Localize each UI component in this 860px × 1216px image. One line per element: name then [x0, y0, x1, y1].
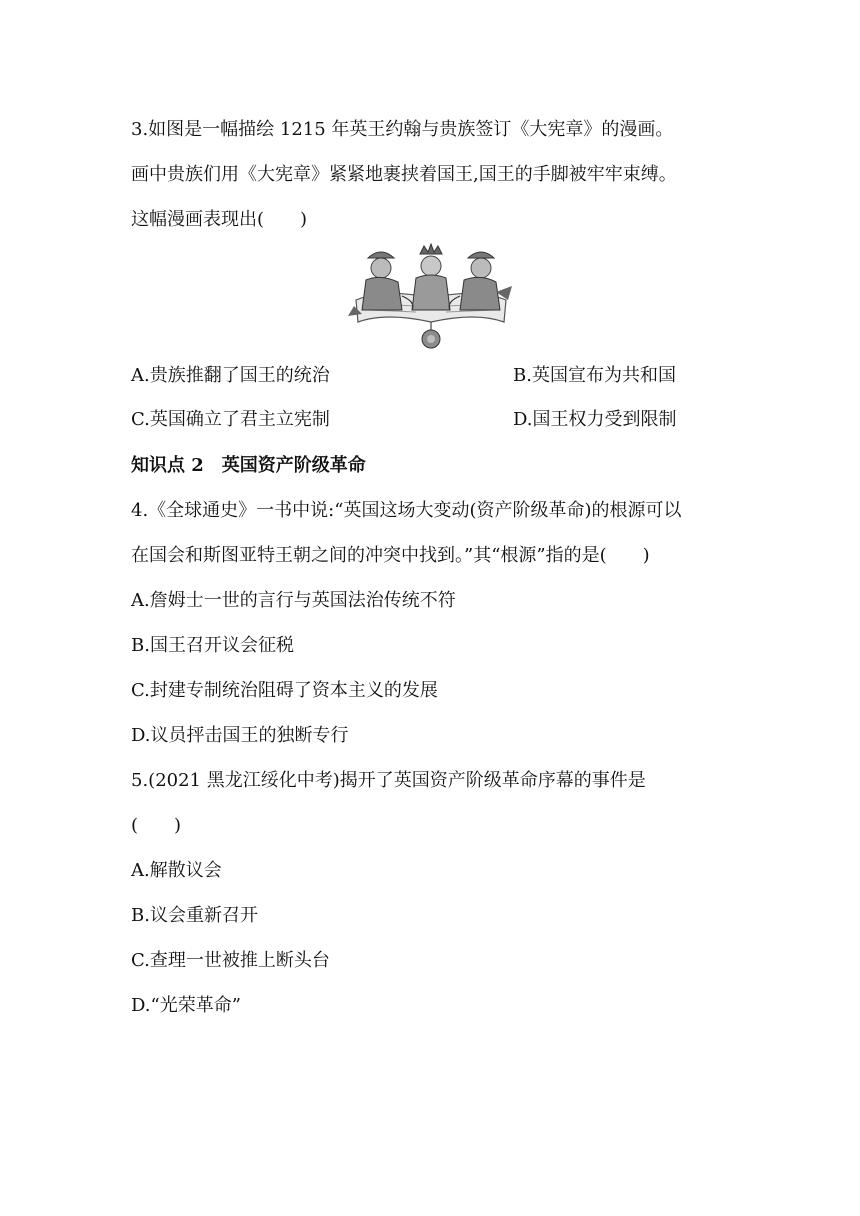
- q3-stem-line2: 画中贵族们用《大宪章》紧紧地裹挟着国王,国王的手脚被牢牢束缚。: [131, 164, 677, 185]
- q4-stem-line2: 在国会和斯图亚特王朝之间的冲突中找到。”其“根源”指的是( ): [131, 545, 650, 566]
- q3-stem-line3: 这幅漫画表现出( ): [131, 209, 308, 230]
- q4-option-d: D.议员抨击国王的独断专行: [131, 725, 349, 746]
- q5-option-b: B.议会重新召开: [131, 905, 258, 926]
- q5-stem-line2: ( ): [131, 815, 182, 836]
- q4-option-a: A.詹姆士一世的言行与英国法治传统不符: [131, 590, 456, 611]
- q3-option-d: D.国王权力受到限制: [513, 409, 677, 430]
- q5-option-c: C.查理一世被推上断头台: [131, 950, 330, 971]
- q4-option-c: C.封建专制统治阻碍了资本主义的发展: [131, 680, 438, 701]
- q3-option-a: A.贵族推翻了国王的统治: [131, 365, 330, 386]
- magna-carta-cartoon-icon: [346, 240, 516, 352]
- section-heading: 知识点 2 英国资产阶级革命: [131, 455, 366, 476]
- q5-stem-line1: 5.(2021 黑龙江绥化中考)揭开了英国资产阶级革命序幕的事件是: [131, 770, 646, 791]
- q3-stem-line1: 3.如图是一幅描绘 1215 年英王约翰与贵族签订《大宪章》的漫画。: [131, 119, 674, 140]
- q3-option-b: B.英国宣布为共和国: [513, 365, 676, 386]
- q4-stem-line1: 4.《全球通史》一书中说:“英国这场大变动(资产阶级革命)的根源可以: [131, 500, 682, 521]
- q3-option-c: C.英国确立了君主立宪制: [131, 409, 330, 430]
- q5-option-a: A.解散议会: [131, 860, 222, 881]
- q5-option-d: D.“光荣革命”: [131, 995, 241, 1016]
- q4-option-b: B.国王召开议会征税: [131, 635, 294, 656]
